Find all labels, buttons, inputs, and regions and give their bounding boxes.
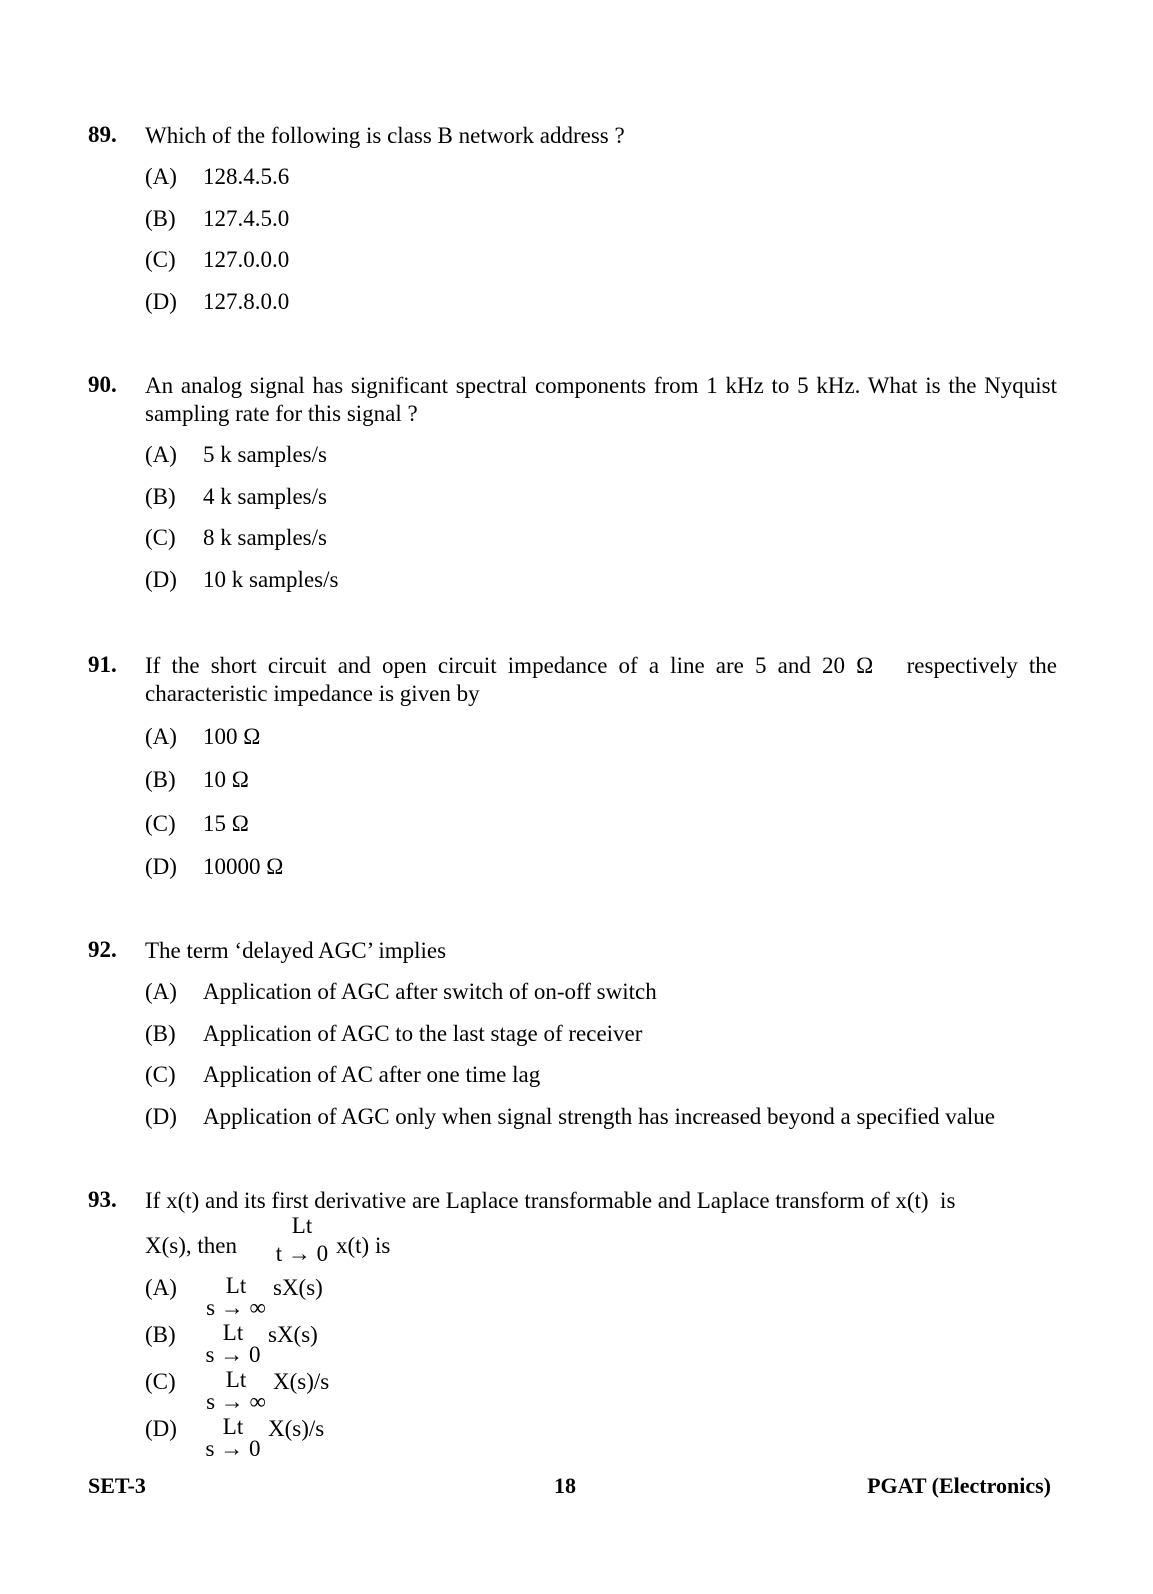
- limit-top: Lt: [291, 1213, 313, 1238]
- option-d: [145, 289, 289, 315]
- option-c: [145, 525, 327, 551]
- limit-top: Lt: [222, 1414, 244, 1439]
- option-label: (A): [145, 979, 177, 1004]
- footer-page-number: 18: [554, 1473, 576, 1498]
- option-label: (A): [145, 724, 177, 749]
- question-text: An analog signal has significant spectral components from 1 kHz to 5 kHz. What is the Nyquist sampling rate for this signal ?: [145, 373, 1057, 426]
- option-a: [145, 164, 289, 190]
- question-text: Which of the following is class B network address ?: [145, 123, 625, 148]
- option-text: 5 k samples/s: [203, 442, 327, 467]
- option-text: 127.4.5.0: [203, 206, 290, 231]
- limit-expression: [201, 1369, 271, 1413]
- question-text-line1: If x(t) and its first derivative are Laplace transformable and Laplace transform of x(t) is: [145, 1188, 956, 1213]
- option-c: [145, 247, 289, 273]
- question-text: If the short circuit and open circuit impedance of a line are 5 and 20 Ω respectively the characteristic impedance is given by: [145, 653, 1063, 706]
- option-a: [145, 724, 260, 750]
- question-text-line2-post: x(t) is: [336, 1233, 391, 1258]
- option-text: 127.8.0.0: [203, 289, 290, 314]
- option-d: [145, 567, 338, 593]
- option-label: (A): [145, 164, 177, 189]
- option-label: (C): [145, 525, 176, 550]
- option-text: 127.0.0.0: [203, 247, 290, 272]
- option-label: (B): [145, 767, 176, 792]
- option-label: (C): [145, 811, 176, 836]
- question-number: 89.: [88, 122, 117, 147]
- option-text: 10 k samples/s: [203, 567, 339, 592]
- option-label: (D): [145, 1416, 177, 1441]
- option-expression: X(s)/s: [273, 1369, 330, 1394]
- option-text: 128.4.5.6: [203, 164, 290, 189]
- option-text: Application of AGC after switch of on-off switch: [203, 979, 657, 1004]
- question-number: 92.: [88, 937, 117, 962]
- question-text-line2-pre: X(s), then: [145, 1233, 237, 1258]
- option-text: 100 Ω: [203, 724, 261, 749]
- option-label: (A): [145, 1275, 177, 1300]
- limit-bottom: s → ∞: [206, 1389, 266, 1414]
- option-b: [145, 767, 249, 793]
- question-text: The term ‘delayed AGC’ implies: [145, 938, 447, 963]
- option-label: (C): [145, 1062, 176, 1087]
- option-b: [145, 484, 327, 510]
- option-text: 10 Ω: [203, 767, 249, 792]
- option-label: (D): [145, 1104, 177, 1129]
- option-d: [145, 1416, 445, 1460]
- option-text: 4 k samples/s: [203, 484, 327, 509]
- limit-top: Lt: [225, 1273, 247, 1298]
- option-expression: X(s)/s: [268, 1416, 325, 1441]
- limit-bottom: s → 0: [205, 1436, 261, 1461]
- option-d: [145, 854, 283, 880]
- option-a: [145, 979, 657, 1005]
- option-label: (D): [145, 289, 177, 314]
- option-b: [145, 1021, 642, 1047]
- option-label: (C): [145, 1369, 176, 1394]
- option-label: (B): [145, 1021, 176, 1046]
- option-expression: sX(s): [273, 1275, 323, 1300]
- limit-expression: [272, 1215, 332, 1265]
- option-label: (B): [145, 484, 176, 509]
- option-b: [145, 206, 289, 232]
- footer-exam-title: PGAT (Electronics): [867, 1473, 1051, 1498]
- option-b: [145, 1322, 445, 1366]
- limit-top: Lt: [225, 1367, 247, 1392]
- option-c: [145, 1369, 445, 1413]
- question-number: 93.: [88, 1187, 117, 1212]
- limit-expression: [201, 1275, 271, 1319]
- limit-top: Lt: [222, 1320, 244, 1345]
- option-label: (D): [145, 854, 177, 879]
- option-text: Application of AC after one time lag: [203, 1062, 541, 1087]
- option-a: [145, 1275, 445, 1319]
- limit-bottom: s → ∞: [206, 1295, 266, 1320]
- footer-set-label: SET-3: [88, 1473, 146, 1498]
- limit-expression: [201, 1322, 265, 1366]
- option-text: Application of AGC only when signal strength has increased beyond a specified value: [203, 1104, 996, 1129]
- option-label: (D): [145, 567, 177, 592]
- option-label: (B): [145, 1322, 176, 1347]
- option-a: [145, 442, 327, 468]
- limit-bottom: s → 0: [205, 1342, 261, 1367]
- question-number: 90.: [88, 372, 117, 397]
- option-text: Application of AGC to the last stage of receiver: [203, 1021, 643, 1046]
- option-c: [145, 1062, 540, 1088]
- option-c: [145, 811, 249, 837]
- question-number: 91.: [88, 652, 117, 677]
- option-label: (C): [145, 247, 176, 272]
- option-text: 10000 Ω: [203, 854, 284, 879]
- limit-bottom: t → 0: [275, 1241, 329, 1266]
- option-label: (B): [145, 206, 176, 231]
- limit-expression: [201, 1416, 265, 1460]
- option-expression: sX(s): [268, 1322, 318, 1347]
- option-label: (A): [145, 442, 177, 467]
- option-text: 15 Ω: [203, 811, 249, 836]
- option-text: 8 k samples/s: [203, 525, 327, 550]
- option-d: [145, 1104, 995, 1130]
